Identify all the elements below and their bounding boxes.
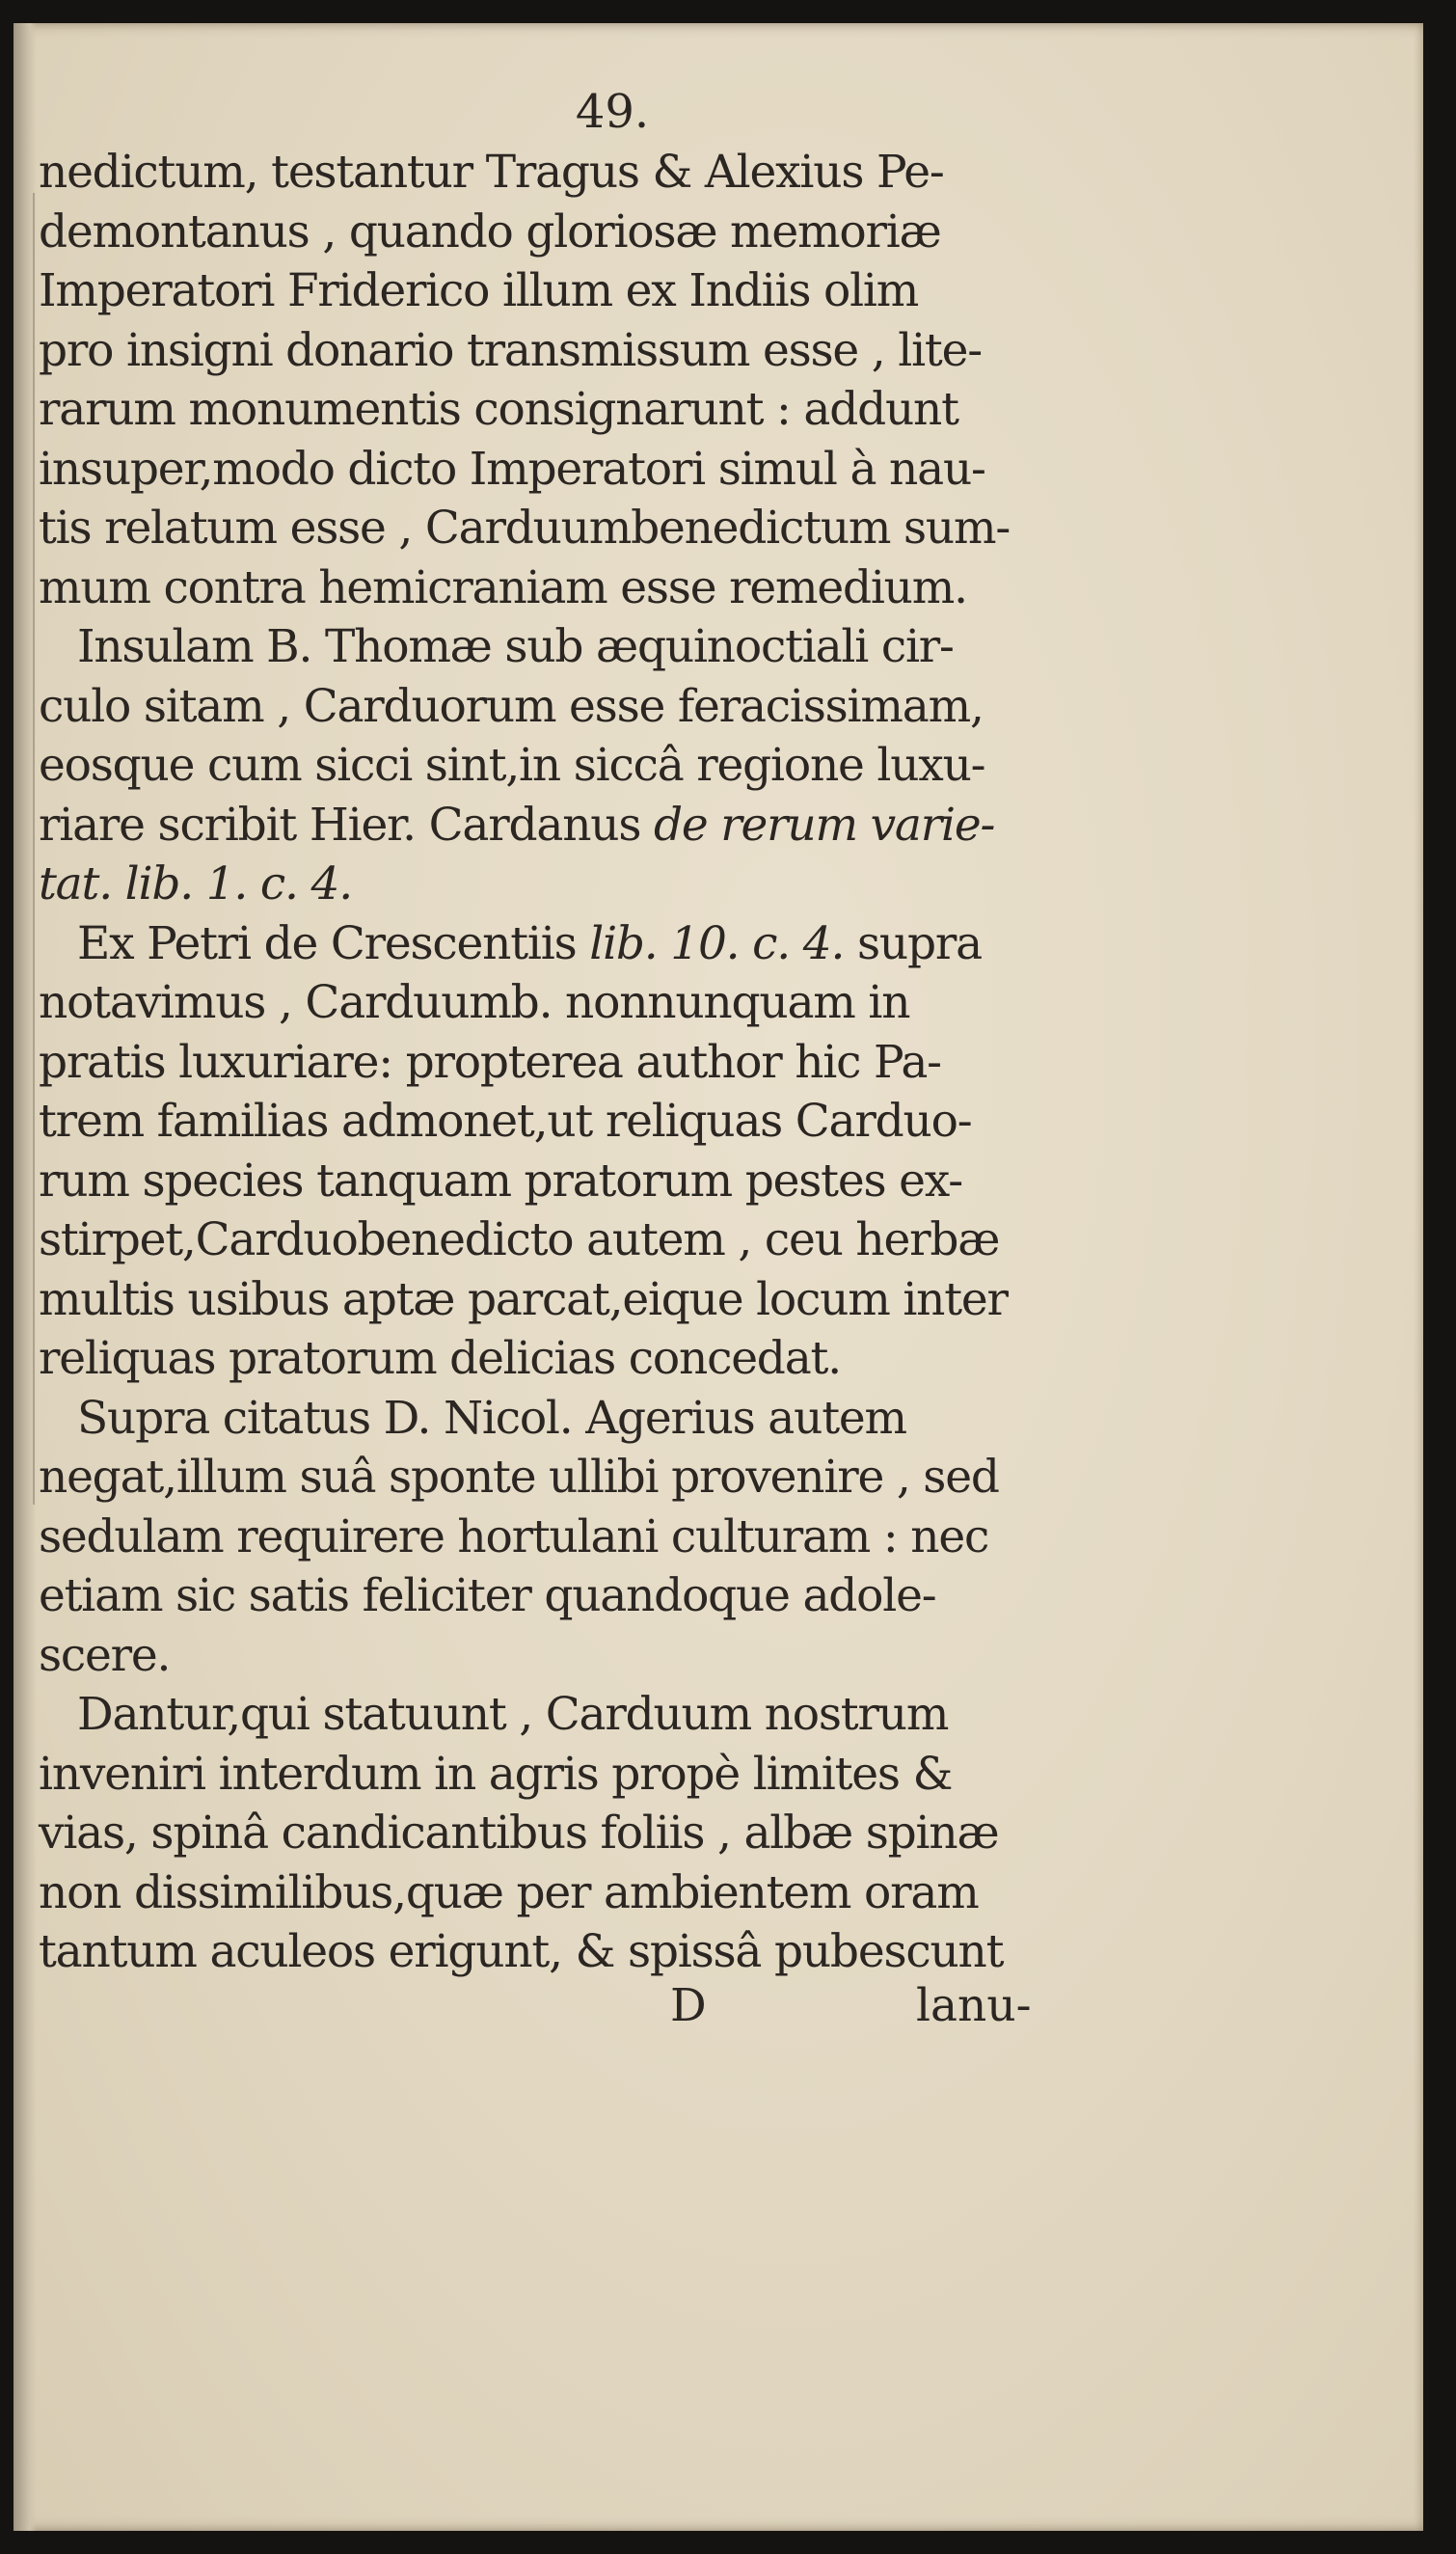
text-line: [39, 914, 1041, 974]
paragraph-1: [39, 143, 1041, 617]
text-line: eosque cum sicci sint,in siccâ regione luxu-: [39, 739, 985, 792]
signature-mark: D: [670, 1978, 707, 2032]
text-line: multis usibus aptæ parcat,eique locum inter: [39, 1272, 1008, 1326]
text-line: pro insigni donario transmissum esse , lite-: [39, 323, 982, 377]
text-line: mum contra hemicraniam esse remedium.: [39, 560, 967, 614]
paragraph-2: [39, 617, 1041, 914]
text-line: non dissimilibus,quæ per ambientem oram: [39, 1865, 979, 1919]
text-line: reliquas pratorum delicias concedat.: [39, 1332, 841, 1385]
text-line: notavimus , Carduumb. nonnunquam in: [39, 976, 910, 1029]
page-text: [39, 81, 1041, 2030]
text-line: tis relatum esse , Carduumbenedictum sum-: [39, 502, 1011, 555]
citation: de rerum varie-: [654, 798, 995, 852]
paragraph-4: [39, 1389, 1041, 1686]
text-line: insuper,modo dicto Imperatori simul à nau-: [39, 442, 985, 496]
text-line: rum species tanquam pratorum pestes ex-: [39, 1154, 962, 1208]
text-line: demontanus , quando gloriosæ memoriæ: [39, 204, 941, 258]
text-run: riare scribit Hier. Cardanus: [39, 798, 641, 852]
text-line: pratis luxuriare: propterea author hic Pa-: [39, 1035, 941, 1089]
text-line: stirpet,Carduobenedicto autem , ceu herbæ: [39, 1213, 1000, 1266]
paragraph-5: [39, 1685, 1041, 1982]
text-line: negat,illum suâ sponte ullibi provenire , sed: [39, 1451, 999, 1504]
text-line: inveniri interdum in agris propè limites &: [39, 1747, 953, 1801]
margin-line: [33, 193, 35, 1505]
text-run: supra: [856, 916, 982, 970]
page-footer: [39, 1978, 1041, 2032]
text-line: rarum monumentis consignarunt : addunt: [39, 383, 958, 436]
text-line: Supra citatus D. Nicol. Agerius autem: [77, 1391, 906, 1445]
paragraph-3: [39, 914, 1041, 1389]
text-line: Imperatori Friderico illum ex Indiis olim: [39, 264, 919, 317]
catchword: lanu-: [916, 1978, 1032, 2032]
text-line: trem familias admonet,ut reliquas Carduo-: [39, 1095, 972, 1148]
text-line: etiam sic satis feliciter quandoque adole-: [39, 1569, 936, 1622]
text-run: Ex Petri de Crescentiis: [77, 916, 577, 970]
text-line: sedulam requirere hortulani culturam : nec: [39, 1509, 989, 1563]
text-line: tantum aculeos erigunt, & spissâ pubescunt: [39, 1925, 1004, 1978]
text-line: nedictum, testantur Tragus & Alexius Pe-: [39, 146, 944, 199]
text-line: vias, spinâ candicantibus foliis , albæ spinæ: [39, 1807, 999, 1860]
text-line: [39, 796, 1041, 856]
citation: lib. 10. c. 4.: [589, 916, 845, 970]
citation: tat. lib. 1. c. 4.: [39, 857, 352, 910]
text-line: Dantur,qui statuunt , Carduum nostrum: [77, 1688, 949, 1741]
page-number: 49.: [575, 85, 650, 139]
text-line: culo sitam , Carduorum esse feracissimam,: [39, 679, 984, 733]
text-line: Insulam B. Thomæ sub æquinoctiali cir-: [77, 620, 954, 673]
text-line: scere.: [39, 1628, 171, 1682]
